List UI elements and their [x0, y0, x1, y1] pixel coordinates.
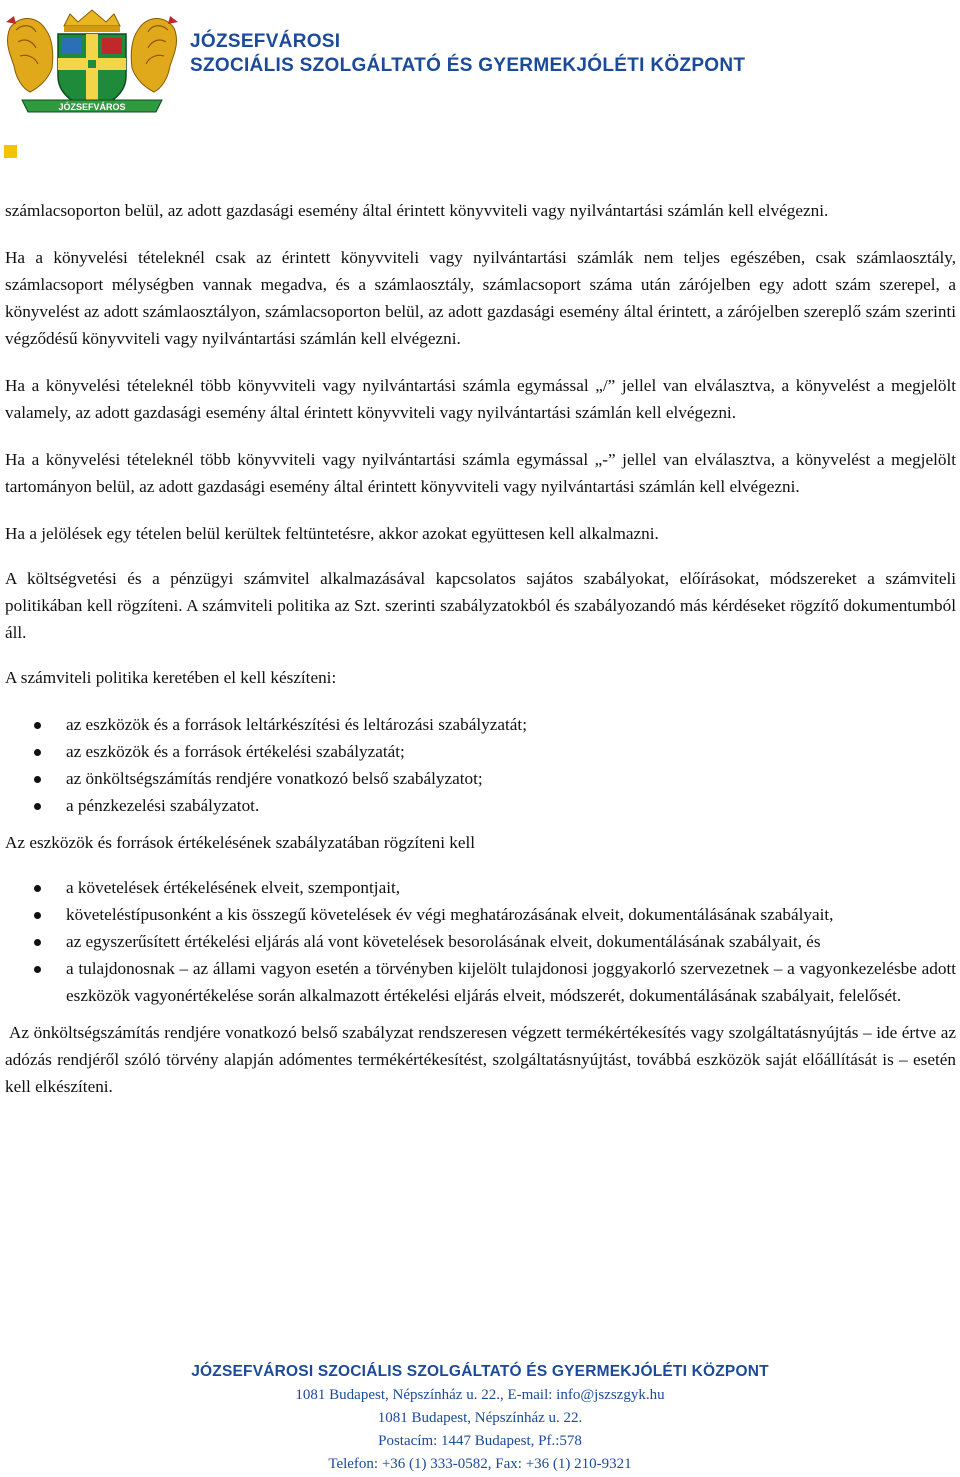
- organization-title: [190, 30, 745, 78]
- paragraph-2: Ha a könyvelési tételeknél csak az érintett könyvviteli vagy nyilvántartási számlák nem teljes egészében, csak számlaosztály, számlacsoport mélységben vannak megadva, és a számlaosztály, számlacsoport száma után zárójelben egy adott szám szerepel, a könyvelést az adott számlaosztályon, számlacsoporton belül, az adott gazdasági esemény által érintett, a zárójelben szereplő szám szerinti végződésű könyvviteli vagy nyilvántartási számlán kell elvégezni.: [5, 248, 956, 348]
- page-header: [0, 0, 960, 150]
- list-item: a követelések értékelésének elveit, szempontjait,: [5, 874, 956, 901]
- organization-title-line1: JÓZSEFVÁROSI: [190, 31, 341, 52]
- bullet-dot: [34, 912, 41, 919]
- paragraph-4: Ha a könyvelési tételeknél több könyvviteli vagy nyilvántartási számla egymással „-” jellel van elválasztva, a könyvelést a megjelölt tartományon belül, az adott gazdasági esemény által érintett könyvviteli vagy nyilvántartási számlán kell elvégezni.: [5, 450, 956, 496]
- list-item: az egyszerűsített értékelési eljárás alá vont követelések besorolásának elveit, dokumentálásának szabályait, és: [5, 928, 956, 955]
- list-item: követeléstípusonként a kis összegű követelések év végi meghatározásának elveit, dokumentálásának szabályait,: [5, 901, 956, 928]
- list-item: a tulajdonosnak – az állami vagyon esetén a törvényben kijelölt tulajdonosi joggyakorló szervezetnek – a vagyonkezelésbe adott eszközök vagyonértékelése során alkalmazott értékelési eljárás elveit, módszerét, dokumentálásának szabályait, felelősét.: [5, 955, 956, 1009]
- list-item: az eszközök és a források leltárkészítési és leltározási szabályzatát;: [5, 711, 956, 738]
- footer-postal: Postacím: 1447 Budapest, Pf.:578: [378, 1433, 582, 1449]
- coat-banner-text: JÓZSEFVÁROS: [58, 102, 126, 112]
- yellow-square-marker: [4, 145, 17, 158]
- list-item: a pénzkezelési szabályzatot.: [5, 792, 956, 819]
- bullet-dot: [34, 966, 41, 973]
- footer-address-email: 1081 Budapest, Népszínház u. 22., E-mail: info@jszszgyk.hu: [295, 1387, 665, 1403]
- coat-of-arms-logo: [2, 8, 182, 120]
- paragraph-8: Az eszközök és források értékelésének szabályzatában rögzíteni kell: [5, 833, 476, 852]
- list-item: az eszközök és a források értékelési szabályzatát;: [5, 738, 956, 765]
- paragraph-1: számlacsoporton belül, az adott gazdasági esemény által érintett könyvviteli vagy nyilvántartási számlán kell elvégezni.: [5, 201, 829, 220]
- bullet-dot: [34, 722, 41, 729]
- document-body: [5, 197, 956, 1100]
- paragraph-9: Az önköltségszámítás rendjére vonatkozó belső szabályzat rendszeresen végzett termékértékesítés vagy szolgáltatásnyújtás – ide értve az adózás rendjéről szóló törvény alapján adómentes termékértékesítést, szolgáltatásnyújtást, továbbá eszközök saját előállítását is – esetén kell elkészíteni.: [5, 1023, 956, 1096]
- bullet-list-2: [5, 874, 956, 1009]
- paragraph-7: A számviteli politika keretében el kell készíteni:: [5, 668, 337, 687]
- bullet-dot: [34, 939, 41, 946]
- bullet-dot: [34, 803, 41, 810]
- bullet-dot: [34, 885, 41, 892]
- paragraph-3: Ha a könyvelési tételeknél több könyvviteli vagy nyilvántartási számla egymással „/” jellel van elválasztva, a könyvelést a megjelölt valamely, az adott gazdasági esemény által érintett könyvviteli vagy nyilvántartási számlán kell elvégezni.: [5, 376, 956, 422]
- bullet-list-1: [5, 711, 956, 819]
- bullet-dot: [34, 749, 41, 756]
- footer-organization: JÓZSEFVÁROSI SZOCIÁLIS SZOLGÁLTATÓ ÉS GYERMEKJÓLÉTI KÖZPONT: [191, 1363, 769, 1380]
- footer-address: 1081 Budapest, Népszínház u. 22.: [377, 1410, 583, 1426]
- organization-title-line2: SZOCIÁLIS SZOLGÁLTATÓ ÉS GYERMEKJÓLÉTI KÖZPONT: [190, 55, 746, 76]
- list-item: az önköltségszámítás rendjére vonatkozó belső szabályzatot;: [5, 765, 956, 792]
- paragraph-6: A költségvetési és a pénzügyi számvitel alkalmazásával kapcsolatos sajátos szabályokat, előírásokat, módszereket a számviteli politikában kell rögzíteni. A számviteli politika az Szt. szerinti szabályzatokból és szabályozandó más kérdéseket rögzítő dokumentumból áll.: [5, 569, 956, 642]
- bullet-dot: [34, 776, 41, 783]
- footer-phone-fax: Telefon: +36 (1) 333-0582, Fax: +36 (1) 210-9321: [328, 1456, 632, 1472]
- page-footer: [0, 1360, 960, 1476]
- paragraph-5: Ha a jelölések egy tételen belül kerültek feltüntetésre, akkor azokat együttesen kell alkalmazni.: [5, 524, 659, 543]
